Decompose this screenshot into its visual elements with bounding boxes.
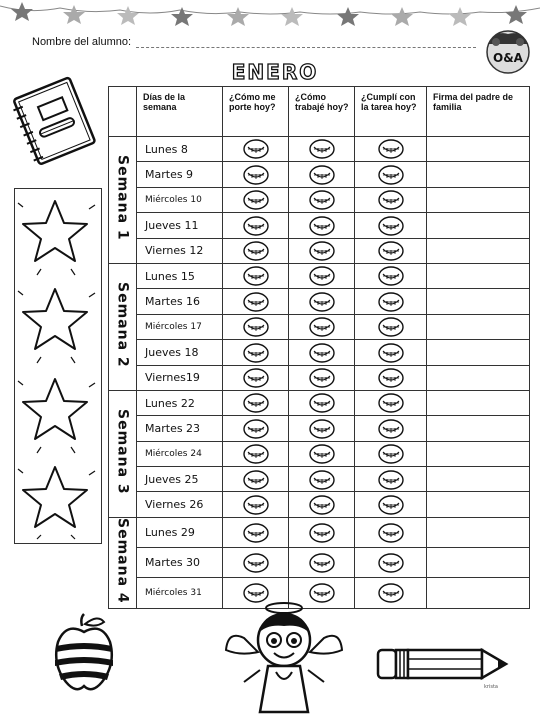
homework-face-cell[interactable] xyxy=(355,578,427,608)
day-cell: Lunes 15 xyxy=(137,263,223,288)
work-face-cell[interactable] xyxy=(289,416,355,441)
behavior-face-cell[interactable] xyxy=(223,187,289,212)
behavior-face-cell[interactable] xyxy=(223,416,289,441)
student-name-label: Nombre del alumno: xyxy=(32,36,132,48)
smiley-face-icon[interactable] xyxy=(309,266,335,286)
table-row xyxy=(109,467,530,492)
behavior-face-cell[interactable] xyxy=(223,238,289,263)
smiley-face-icon[interactable] xyxy=(243,393,269,413)
behavior-face-cell[interactable] xyxy=(223,517,289,547)
work-face-cell[interactable] xyxy=(289,517,355,547)
behavior-face-cell[interactable] xyxy=(223,365,289,390)
work-face-cell[interactable] xyxy=(289,137,355,162)
table-row xyxy=(109,548,530,578)
week-label-cell xyxy=(109,390,137,517)
homework-face-cell[interactable] xyxy=(355,238,427,263)
homework-face-cell[interactable] xyxy=(355,416,427,441)
column-header-homework: ¿Cumplí con la tarea hoy? xyxy=(355,87,427,137)
week-label: Semana 2 xyxy=(114,282,131,368)
angel-icon xyxy=(224,600,344,716)
smiley-face-icon[interactable] xyxy=(378,495,404,515)
behavior-face-cell[interactable] xyxy=(223,137,289,162)
smiley-face-icon[interactable] xyxy=(309,444,335,464)
smiley-face-icon[interactable] xyxy=(378,292,404,312)
smiley-face-icon[interactable] xyxy=(378,444,404,464)
homework-face-cell[interactable] xyxy=(355,314,427,339)
smiley-face-icon[interactable] xyxy=(243,553,269,573)
behavior-face-cell[interactable] xyxy=(223,492,289,517)
month-title xyxy=(220,58,330,86)
smiley-face-icon[interactable] xyxy=(309,216,335,236)
smiley-face-icon[interactable] xyxy=(243,495,269,515)
week-label: Semana 4 xyxy=(114,517,131,604)
column-header-work: ¿Cómo trabajé hoy? xyxy=(289,87,355,137)
garland-star-icon xyxy=(281,7,303,26)
homework-face-cell[interactable] xyxy=(355,162,427,187)
week-label-cell xyxy=(109,517,137,608)
day-cell: Lunes 8 xyxy=(137,137,223,162)
homework-face-cell[interactable] xyxy=(355,187,427,212)
week-label-cell xyxy=(109,263,137,390)
garland-star-icon xyxy=(11,2,33,21)
parent-signature-cell[interactable] xyxy=(427,416,530,441)
smiley-face-icon[interactable] xyxy=(243,216,269,236)
smiley-face-icon[interactable] xyxy=(378,190,404,210)
work-face-cell[interactable] xyxy=(289,263,355,288)
parent-signature-cell[interactable] xyxy=(427,578,530,608)
smiley-face-icon[interactable] xyxy=(309,495,335,515)
table-row xyxy=(109,238,530,263)
smiley-face-icon[interactable] xyxy=(378,139,404,159)
star-garland xyxy=(0,0,540,30)
parent-signature-cell[interactable] xyxy=(427,492,530,517)
homework-face-cell[interactable] xyxy=(355,548,427,578)
parent-signature-cell[interactable] xyxy=(427,340,530,365)
student-name-row xyxy=(32,34,482,52)
smiley-face-icon[interactable] xyxy=(378,216,404,236)
homework-face-cell[interactable] xyxy=(355,467,427,492)
table-row xyxy=(109,365,530,390)
behavior-face-cell[interactable] xyxy=(223,213,289,238)
work-face-cell[interactable] xyxy=(289,492,355,517)
star-icon xyxy=(23,201,87,261)
day-cell: Martes 16 xyxy=(137,289,223,314)
table-row xyxy=(109,314,530,339)
behavior-face-cell[interactable] xyxy=(223,289,289,314)
smiley-face-icon[interactable] xyxy=(378,165,404,185)
table-row xyxy=(109,289,530,314)
day-cell: Jueves 11 xyxy=(137,213,223,238)
homework-face-cell[interactable] xyxy=(355,289,427,314)
parent-signature-cell[interactable] xyxy=(427,467,530,492)
table-row xyxy=(109,187,530,212)
smiley-face-icon[interactable] xyxy=(309,523,335,543)
behavior-face-cell[interactable] xyxy=(223,340,289,365)
table-row xyxy=(109,390,530,415)
smiley-face-icon[interactable] xyxy=(243,292,269,312)
homework-face-cell[interactable] xyxy=(355,517,427,547)
column-header-parent-signature: Firma del padre de familia xyxy=(427,87,530,137)
garland-star-icon xyxy=(505,5,527,24)
smiley-face-icon[interactable] xyxy=(243,190,269,210)
homework-face-cell[interactable] xyxy=(355,492,427,517)
week-label: Semana 1 xyxy=(114,155,131,241)
behavior-face-cell[interactable] xyxy=(223,162,289,187)
smiley-face-icon[interactable] xyxy=(309,139,335,159)
logo-badge xyxy=(478,26,534,76)
smiley-face-icon[interactable] xyxy=(378,266,404,286)
behavior-face-cell[interactable] xyxy=(223,263,289,288)
week-label: Semana 3 xyxy=(114,409,131,495)
smiley-face-icon[interactable] xyxy=(243,317,269,337)
work-face-cell[interactable] xyxy=(289,340,355,365)
smiley-face-icon[interactable] xyxy=(378,241,404,261)
smiley-face-icon[interactable] xyxy=(243,368,269,388)
pencil-icon xyxy=(374,642,514,686)
smiley-face-icon[interactable] xyxy=(378,317,404,337)
garland-star-icon xyxy=(117,6,139,25)
table-row xyxy=(109,492,530,517)
table-row xyxy=(109,441,530,466)
smiley-face-icon[interactable] xyxy=(309,470,335,490)
smiley-face-icon[interactable] xyxy=(309,317,335,337)
illustrator-credit: krista xyxy=(484,684,498,690)
homework-face-cell[interactable] xyxy=(355,213,427,238)
table-row xyxy=(109,213,530,238)
student-name-line xyxy=(136,47,476,48)
garland-star-icon xyxy=(337,7,359,26)
day-cell: Miércoles 31 xyxy=(137,578,223,608)
smiley-face-icon[interactable] xyxy=(309,292,335,312)
table-row xyxy=(109,517,530,547)
behavior-log-table xyxy=(108,86,530,609)
work-face-cell[interactable] xyxy=(289,213,355,238)
smiley-face-icon[interactable] xyxy=(378,393,404,413)
smiley-face-icon[interactable] xyxy=(309,553,335,573)
parent-signature-cell[interactable] xyxy=(427,137,530,162)
smiley-face-icon[interactable] xyxy=(243,241,269,261)
work-face-cell[interactable] xyxy=(289,187,355,212)
work-face-cell[interactable] xyxy=(289,548,355,578)
apple-icon xyxy=(52,612,116,694)
parent-signature-cell[interactable] xyxy=(427,517,530,547)
homework-face-cell[interactable] xyxy=(355,365,427,390)
star-icon xyxy=(23,289,87,349)
work-face-cell[interactable] xyxy=(289,162,355,187)
parent-signature-cell[interactable] xyxy=(427,238,530,263)
garland-star-icon xyxy=(391,7,413,26)
homework-face-cell[interactable] xyxy=(355,263,427,288)
garland-star-icon xyxy=(449,7,471,26)
table-row xyxy=(109,416,530,441)
homework-face-cell[interactable] xyxy=(355,441,427,466)
work-face-cell[interactable] xyxy=(289,390,355,415)
parent-signature-cell[interactable] xyxy=(427,162,530,187)
day-cell: Martes 30 xyxy=(137,548,223,578)
behavior-face-cell[interactable] xyxy=(223,467,289,492)
homework-face-cell[interactable] xyxy=(355,340,427,365)
table-row xyxy=(109,137,530,162)
day-cell: Miércoles 10 xyxy=(137,187,223,212)
day-cell: Jueves 25 xyxy=(137,467,223,492)
smiley-face-icon[interactable] xyxy=(243,139,269,159)
day-cell: Martes 23 xyxy=(137,416,223,441)
day-cell: Viernes 12 xyxy=(137,238,223,263)
column-header-days: Días de la semana xyxy=(137,87,223,137)
work-face-cell[interactable] xyxy=(289,314,355,339)
day-cell: Miércoles 17 xyxy=(137,314,223,339)
smiley-face-icon[interactable] xyxy=(309,190,335,210)
smiley-face-icon[interactable] xyxy=(378,470,404,490)
smiley-face-icon[interactable] xyxy=(243,165,269,185)
garland-star-icon xyxy=(171,7,193,26)
parent-signature-cell[interactable] xyxy=(427,365,530,390)
smiley-face-icon[interactable] xyxy=(309,343,335,363)
smiley-face-icon[interactable] xyxy=(309,241,335,261)
column-header-behavior: ¿Cómo me porte hoy? xyxy=(223,87,289,137)
smiley-face-icon[interactable] xyxy=(243,523,269,543)
work-face-cell[interactable] xyxy=(289,365,355,390)
parent-signature-cell[interactable] xyxy=(427,441,530,466)
stars-panel xyxy=(14,188,102,544)
table-row xyxy=(109,263,530,288)
parent-signature-cell[interactable] xyxy=(427,314,530,339)
parent-signature-cell[interactable] xyxy=(427,213,530,238)
star-icon xyxy=(23,379,87,439)
behavior-face-cell[interactable] xyxy=(223,314,289,339)
homework-face-cell[interactable] xyxy=(355,390,427,415)
smiley-face-icon[interactable] xyxy=(378,553,404,573)
garland-star-icon xyxy=(227,7,249,26)
day-cell: Viernes 26 xyxy=(137,492,223,517)
notebook-icon xyxy=(6,72,102,168)
day-cell: Jueves 18 xyxy=(137,340,223,365)
smiley-face-icon[interactable] xyxy=(243,419,269,439)
parent-signature-cell[interactable] xyxy=(427,548,530,578)
behavior-face-cell[interactable] xyxy=(223,548,289,578)
table-header-row xyxy=(109,87,530,137)
behavior-face-cell[interactable] xyxy=(223,390,289,415)
table-row xyxy=(109,340,530,365)
smiley-face-icon[interactable] xyxy=(243,470,269,490)
smiley-face-icon[interactable] xyxy=(378,343,404,363)
week-header-cell xyxy=(109,87,137,137)
day-cell: Martes 9 xyxy=(137,162,223,187)
day-cell: Miércoles 24 xyxy=(137,441,223,466)
parent-signature-cell[interactable] xyxy=(427,187,530,212)
smiley-face-icon[interactable] xyxy=(243,266,269,286)
smiley-face-icon[interactable] xyxy=(309,419,335,439)
behavior-face-cell[interactable] xyxy=(223,441,289,466)
garland-star-icon xyxy=(63,5,85,24)
smiley-face-icon[interactable] xyxy=(243,444,269,464)
parent-signature-cell[interactable] xyxy=(427,289,530,314)
month-title-text: ENERO xyxy=(231,60,319,84)
smiley-face-icon[interactable] xyxy=(378,523,404,543)
smiley-face-icon[interactable] xyxy=(309,393,335,413)
homework-face-cell[interactable] xyxy=(355,137,427,162)
smiley-face-icon[interactable] xyxy=(378,419,404,439)
work-face-cell[interactable] xyxy=(289,289,355,314)
smiley-face-icon[interactable] xyxy=(243,343,269,363)
parent-signature-cell[interactable] xyxy=(427,390,530,415)
smiley-face-icon[interactable] xyxy=(309,165,335,185)
parent-signature-cell[interactable] xyxy=(427,263,530,288)
week-label-cell xyxy=(109,137,137,264)
work-face-cell[interactable] xyxy=(289,441,355,466)
stars-panel-art xyxy=(15,189,101,543)
table-body xyxy=(109,137,530,609)
table-row xyxy=(109,162,530,187)
work-face-cell[interactable] xyxy=(289,467,355,492)
logo-text: O&A xyxy=(493,51,523,65)
day-cell: Viernes19 xyxy=(137,365,223,390)
smiley-face-icon[interactable] xyxy=(309,368,335,388)
work-face-cell[interactable] xyxy=(289,238,355,263)
smiley-face-icon[interactable] xyxy=(378,368,404,388)
day-cell: Lunes 22 xyxy=(137,390,223,415)
day-cell: Lunes 29 xyxy=(137,517,223,547)
star-icon xyxy=(23,467,87,527)
smiley-face-icon[interactable] xyxy=(378,583,404,603)
